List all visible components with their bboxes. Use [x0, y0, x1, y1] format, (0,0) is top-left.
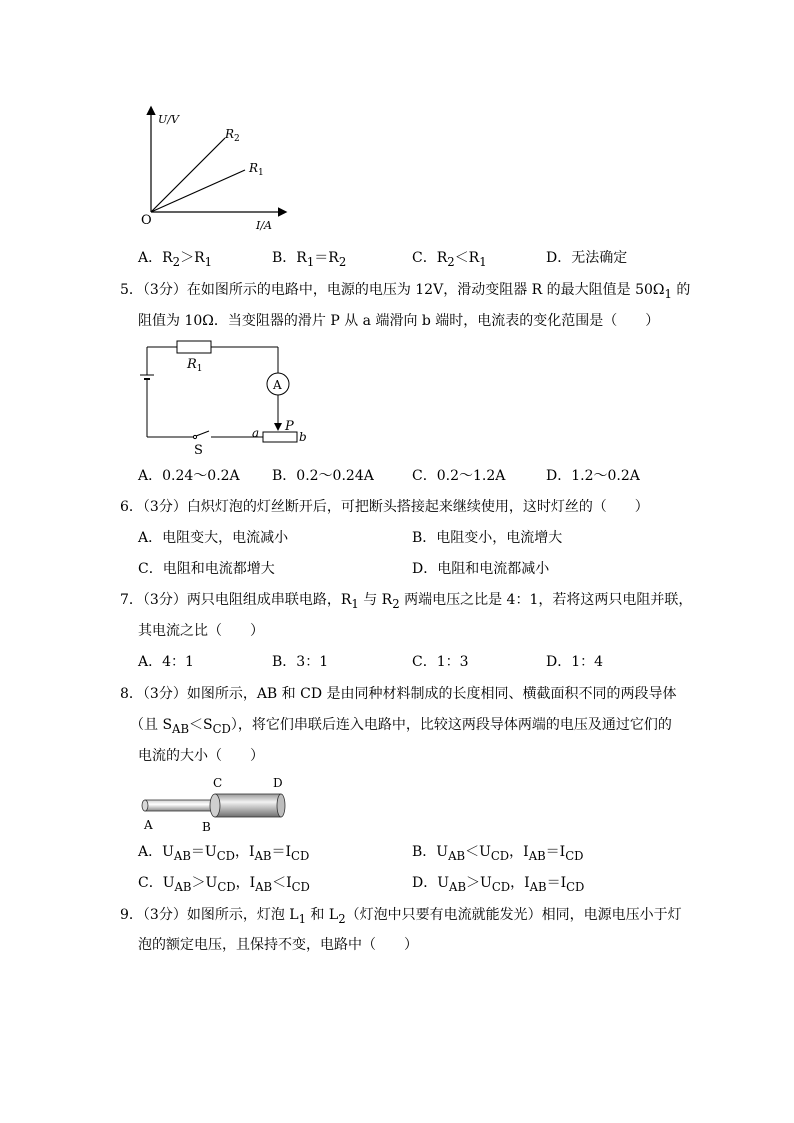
q7-stem-line1: 7．（3分）两只电阻组成串联电路，$R_1$ 与 $R_2$ 两端电压之比是 4：1，若将这两只电阻并联，: [120, 592, 693, 611]
q5-option-c[interactable]: C．0.2～1.2A: [412, 468, 506, 484]
q7-option-a[interactable]: A．4：1: [138, 654, 194, 670]
label-a: A: [144, 818, 153, 832]
r1-label: $R_1$: [187, 357, 203, 374]
q9-stem-line2: 泡的额定电压，且保持不变，电路中（ ）: [138, 937, 418, 953]
q4-option-c[interactable]: C．$R_2<R_1$: [412, 250, 487, 269]
x-axis-label: I/A: [256, 219, 272, 232]
q7-option-b[interactable]: B．3：1: [272, 654, 329, 670]
ammeter-label: A: [273, 378, 282, 392]
origin-label: O: [141, 213, 152, 228]
line-r2: [151, 138, 225, 212]
switch-s[interactable]: [196, 431, 209, 436]
q8-option-d[interactable]: D．$U_{AB}>U_{CD}$，$I_{AB}=I_{CD}$: [412, 875, 585, 894]
q8-option-c[interactable]: C．$U_{AB}>U_{CD}$，$I_{AB}<I_{CD}$: [138, 875, 310, 894]
q6-option-a[interactable]: A．电阻变大，电流减小: [138, 530, 289, 546]
q5-option-a[interactable]: A．0.24～0.2A: [138, 468, 240, 484]
line-r1: [151, 170, 245, 212]
q5-option-b[interactable]: B．0.2～0.24A: [272, 468, 374, 484]
switch-s-label: S: [194, 443, 203, 458]
conductor-cd: [215, 794, 281, 817]
resistor-r1: [177, 341, 211, 353]
q8-stem-line1: 8．（3分）如图所示，AB 和 CD 是由同种材料制成的长度相同、横截面积不同的两段导体: [120, 686, 677, 702]
q7-stem-line2: 其电流之比（ ）: [138, 623, 264, 639]
conductor-ab: [145, 800, 217, 811]
label-c: C: [213, 776, 223, 790]
q8-option-b[interactable]: B．$U_{AB}<U_{CD}$，$I_{AB}=I_{CD}$: [412, 844, 584, 863]
y-axis-label: U/V: [158, 113, 179, 126]
label-d: D: [273, 776, 283, 790]
ui-graph: [130, 100, 300, 235]
q8-option-a[interactable]: A．$U_{AB}=U_{CD}$，$I_{AB}=I_{CD}$: [138, 844, 310, 863]
q6-option-d[interactable]: D．电阻和电流都减小: [412, 561, 550, 577]
q9-stem-line1: 9．（3分）如图所示，灯泡 $L_1$ 和 $L_2$（灯泡中只要有电流就能发光）相同，电源电压小于灯: [120, 907, 682, 926]
conductor-figure: [135, 772, 295, 834]
q4-option-d[interactable]: D．无法确定: [546, 250, 628, 266]
q5-option-d[interactable]: D．1.2～0.2A: [546, 468, 640, 484]
circuit-diagram: [135, 335, 325, 460]
end-b-label: b: [299, 430, 307, 444]
q8-stem-line2: （且 $S_{AB}<S_{CD}$），将它们串联后连入电路中，比较这两段导体两端的电压及通过它们的: [130, 717, 672, 736]
label-b: B: [202, 820, 211, 834]
q4-option-a[interactable]: A．$R_2>R_1$: [138, 250, 213, 269]
q7-option-d[interactable]: D．1：4: [546, 654, 604, 670]
q6-option-b[interactable]: B．电阻变小，电流增大: [412, 530, 563, 546]
q6-option-c[interactable]: C．电阻和电流都增大: [138, 561, 275, 577]
q7-option-c[interactable]: C．1：3: [412, 654, 469, 670]
q5-stem-line1: 5．（3分）在如图所示的电路中，电源的电压为 12V，滑动变阻器 R 的最大阻值是 $50\Omega_1$ 的: [120, 282, 691, 301]
q5-stem-line2: 阻值为 10Ω．当变阻器的滑片 P 从 a 端滑向 b 端时，电流表的变化范围是（ ）: [138, 313, 660, 329]
slider-p-label: P: [285, 419, 294, 434]
end-a-label: a: [252, 426, 260, 440]
q8-stem-line3: 电流的大小（ ）: [138, 748, 264, 764]
q4-option-b[interactable]: B．$R_1=R_2$: [272, 250, 347, 269]
q6-stem: 6．（3分）白炽灯泡的灯丝断开后，可把断头搭接起来继续使用，这时灯丝的（ ）: [120, 499, 649, 515]
r1-label: $R_1$: [249, 161, 264, 178]
r2-label: $R_2$: [225, 127, 240, 144]
